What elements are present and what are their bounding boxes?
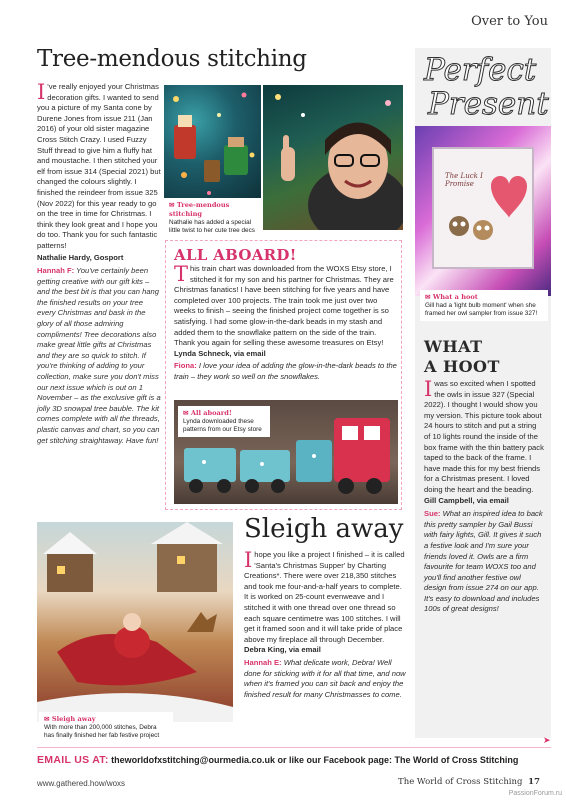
tree-caption-icon: ✉ xyxy=(169,201,177,209)
sleigh-photo xyxy=(37,522,233,722)
aboard-letter xyxy=(174,264,398,383)
owl-sampler-image xyxy=(415,126,551,296)
continue-arrow-icon: ➤ xyxy=(543,735,551,745)
tree-dropcap: I xyxy=(37,80,46,104)
sleigh-caption-text: With more than 200,000 stitches, Debra has finally finished her fab festive project xyxy=(44,724,160,739)
sleigh-title: Sleigh away xyxy=(244,514,404,544)
tree-caption-title: Tree-mendous stitching xyxy=(169,201,230,218)
sleigh-letter xyxy=(244,550,406,700)
hoot-reply-name: Sue: xyxy=(424,509,441,519)
sleigh-body: hope you like a project I finished – it is called 'Santa's Christmas Supper' by Charting Creations*. There were over 218,350 stitches and took me four-and-a-half years to complete. It is worked on 25-count evenweave and I stitched it with one thread over one thread so each square centimetre was 100 stitches. I will get it framed soon and it will take pride of place above my fireplace all through December. xyxy=(244,550,405,644)
perfect-title-line1: Perfect xyxy=(424,52,537,88)
owl-photo xyxy=(415,126,551,296)
aboard-signature: Lynda Schneck, via email xyxy=(174,348,266,358)
hoot-dropcap: I xyxy=(424,377,433,401)
aboard-reply xyxy=(174,361,398,382)
tree-letter xyxy=(37,82,161,446)
owl-caption-title: What a hoot xyxy=(432,293,478,301)
owl-caption-text: Gill had a 'light bulb moment' when she framed her owl sampler from issue 327! xyxy=(425,302,538,317)
hoot-reply xyxy=(424,509,544,615)
tree-reply-name: Hannah F: xyxy=(37,266,75,276)
email-label: EMAIL US AT: xyxy=(37,754,109,766)
owl-frame-text: The Luck I Promise xyxy=(445,172,483,188)
hoot-title-line2: A HOOT xyxy=(424,357,500,376)
email-address[interactable]: theworldofxstitching@ourmedia.co.uk xyxy=(111,755,275,765)
footer-divider xyxy=(37,747,551,748)
hoot-letter xyxy=(424,379,544,615)
sleigh-reply xyxy=(244,658,406,700)
tree-decorations-image xyxy=(164,85,261,205)
tree-photo-decorations xyxy=(164,85,261,205)
owl-caption-icon: ✉ xyxy=(425,293,433,301)
aboard-reply-text: I love your idea of adding the glow-in-the-dark beads to the train – they work so well on the snowflakes. xyxy=(174,361,397,381)
sleigh-reply-text: What delicate work, Debra! Well done for sticking with it for all that time, and now when it's framed you can sit back and enjoy the finished result for many Christmasses to come. xyxy=(244,657,406,699)
tree-photo-selfie xyxy=(263,85,403,230)
aboard-dropcap: T xyxy=(174,262,189,286)
sleigh-caption-title: Sleigh away xyxy=(51,715,96,723)
owl-caption xyxy=(420,290,548,321)
aboard-body: his train chart was downloaded from the WOXS Etsy store, I stitched it for my son and his partner for Christmas. They are Christmas fanatics! I have been stitching for five years and have completed over 100 projects. The train took me just over two weeks to finish – seeing the finished project come together is so satisfying. I had some glow-in-the-dark beads in my stash and added them to the snowflake pattern on the side of the train. Thank you again for selling these awesome treasures on Etsy! xyxy=(174,264,394,348)
hoot-body: was so excited when I spotted the owls in issue 327 (Special 2022). I thought I would show you my version. This picture took about 24 hours to stitch and put a string of 10 lights round the inside of the box frame with the thin battery pack taped to the back of the frame. I have made this for my best friends for a Christmas present. I loved doing the heart and the beading. xyxy=(424,379,544,494)
tree-signature: Nathalie Hardy, Gosport xyxy=(37,252,124,262)
hoot-reply-text: What an inspired idea to back this pretty sampler by Gail Bussi with fairy lights, Gill. It gives it such a festive look and I'm sure your friends loved it. Owls are a firm favourite for team WOXS too and you'll find another festive owl design from issue 274 on our app. It's easy to download and includes 100s of great designs! xyxy=(424,509,543,614)
email-banner xyxy=(37,754,551,766)
tree-reply xyxy=(37,266,161,446)
section-header: Over to You xyxy=(471,14,548,29)
footer-url[interactable]: www.gathered.how/woxs xyxy=(37,779,126,788)
hoot-signature: Gill Campbell, via email xyxy=(424,495,509,505)
tree-title: Tree-mendous stitching xyxy=(37,46,307,72)
footer-magazine-name: The World of Cross Stitching xyxy=(398,777,523,787)
sleigh-caption xyxy=(39,712,173,743)
tree-reply-text: You've certainly been getting creative with our gift kits – and the best bit is that you can hang the finished results on your tree every Christmas and bask in the glory of all those admiring compliments! Tree decorations also make great little gifts at Christmas and they are so quick to stitch. If you're thinking of adding to your collection, make sure you don't miss our next issue which is out on 1 November – as the exclusive gift is a jolly 3D snowpal tree bauble. The kit comes complete with all the threads, plastic canvas and chart, so you can get stitching straightaway. Have fun! xyxy=(37,266,161,445)
aboard-caption xyxy=(178,406,270,437)
page-number: 17 xyxy=(528,777,540,787)
watermark: PassionForum.ru xyxy=(508,790,562,797)
footer-magazine xyxy=(398,777,540,787)
tree-caption-text: Nathalie has added a special little twist to her cute tree decs xyxy=(169,219,255,234)
aboard-reply-name: Fiona: xyxy=(174,361,197,371)
tree-body: 've really enjoyed your Christmas decoration gifts. I wanted to send you a picture of my Santa cone by Durene Jones from issue 211 (Jan 2016) of your old sister magazine Cross Stitch Crazy. I used Fuzzy Stuff thread to give him a fluffy hat and moustache. I then stitched your elf from issue 314 (Special 2021) but changed the colours slightly. I finished the reindeer from issue 325 (Nov 2022) for this year ready to go on the tree in time for Christmas. I think they look great and I hope you do too. Thank you for such fantastic patterns! xyxy=(37,82,161,250)
aboard-title: ALL ABOARD! xyxy=(174,246,297,264)
email-facebook: or like our Facebook page: The World of Cross Stitching xyxy=(277,755,519,765)
aboard-caption-title: All aboard! xyxy=(190,409,232,417)
hoot-title xyxy=(424,337,500,377)
sleigh-dropcap: I xyxy=(244,548,253,572)
selfie-image xyxy=(263,85,403,230)
hoot-title-line1: WHAT xyxy=(424,337,483,356)
perfect-title-line2: Present xyxy=(428,86,549,122)
sleigh-signature: Debra King, via email xyxy=(244,645,321,655)
aboard-caption-icon: ✉ xyxy=(183,409,191,417)
sleigh-image xyxy=(37,522,233,722)
aboard-caption-text: Lynda downloaded these patterns from our Etsy store xyxy=(183,418,262,433)
tree-caption xyxy=(164,198,262,238)
sleigh-reply-name: Hannah E: xyxy=(244,657,282,667)
sleigh-caption-icon: ✉ xyxy=(44,715,52,723)
